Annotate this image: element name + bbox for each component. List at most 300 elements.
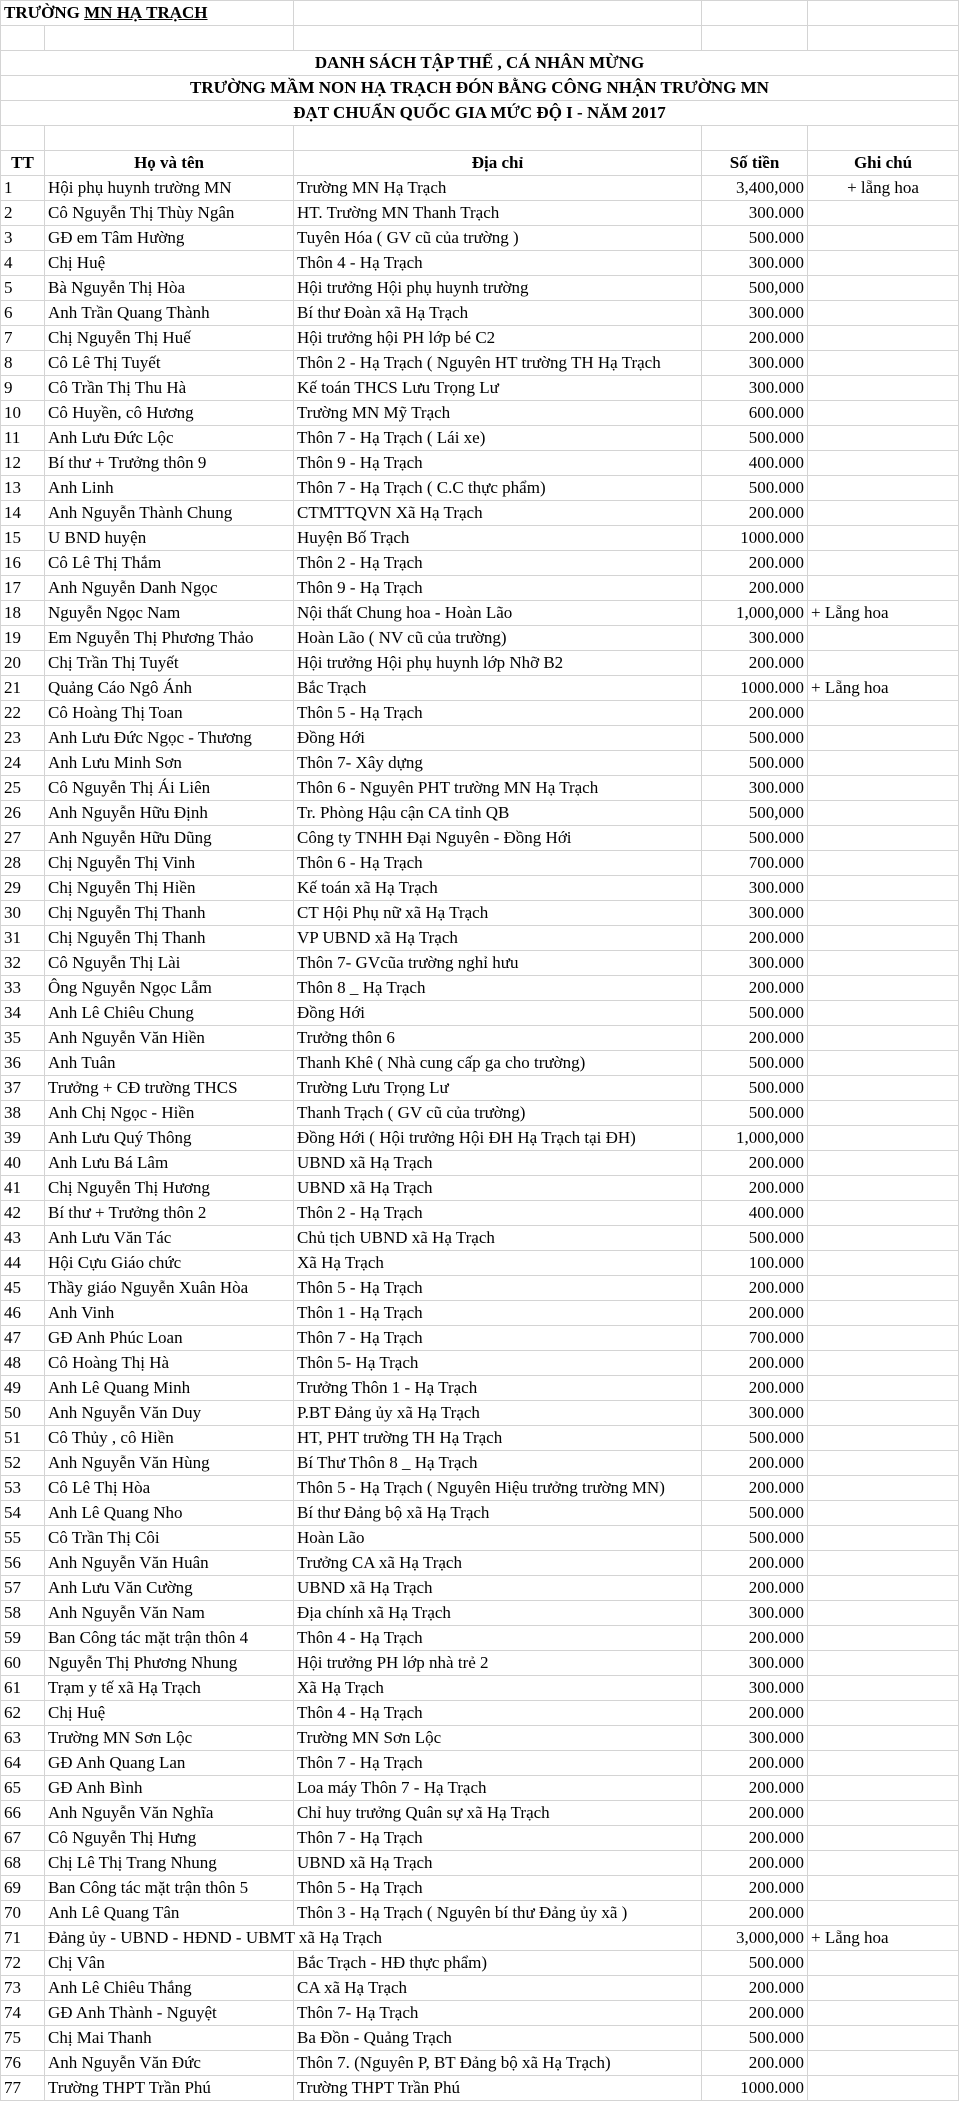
amount-cell[interactable]: 1,000,000 [702, 601, 808, 626]
note-cell[interactable] [808, 726, 959, 751]
address-cell[interactable]: CTMTTQVN Xã Hạ Trạch [294, 501, 702, 526]
note-cell[interactable]: + Lẵng hoa [808, 601, 959, 626]
address-cell[interactable]: Thôn 9 - Hạ Trạch [294, 451, 702, 476]
name-cell[interactable]: Trường THPT Trần Phú [45, 2076, 294, 2101]
tt-cell[interactable]: 30 [1, 901, 45, 926]
amount-cell[interactable]: 700.000 [702, 851, 808, 876]
tt-cell[interactable]: 29 [1, 876, 45, 901]
name-cell[interactable]: Bí thư + Trưởng thôn 9 [45, 451, 294, 476]
name-cell[interactable]: Anh Lưu Đức Lộc [45, 426, 294, 451]
amount-cell[interactable]: 300.000 [702, 1676, 808, 1701]
address-cell[interactable]: Kế toán THCS Lưu Trọng Lư [294, 376, 702, 401]
tt-cell[interactable]: 21 [1, 676, 45, 701]
amount-cell[interactable]: 700.000 [702, 1326, 808, 1351]
name-cell[interactable]: GĐ Anh Phúc Loan [45, 1326, 294, 1351]
amount-cell[interactable]: 200.000 [702, 1801, 808, 1826]
name-cell[interactable]: Chị Nguyễn Thị Hương [45, 1176, 294, 1201]
name-cell[interactable]: Anh Lưu Văn Tác [45, 1226, 294, 1251]
tt-cell[interactable]: 51 [1, 1426, 45, 1451]
note-cell[interactable] [808, 201, 959, 226]
tt-cell[interactable]: 23 [1, 726, 45, 751]
amount-cell[interactable]: 300.000 [702, 951, 808, 976]
note-cell[interactable] [808, 1201, 959, 1226]
col-header-amount[interactable]: Số tiền [702, 151, 808, 176]
note-cell[interactable] [808, 1751, 959, 1776]
name-cell[interactable]: Cô Hoàng Thị Toan [45, 701, 294, 726]
name-cell[interactable]: Anh Lê Quang Minh [45, 1376, 294, 1401]
name-cell[interactable]: Nguyễn Thị Phương Nhung [45, 1651, 294, 1676]
tt-cell[interactable]: 31 [1, 926, 45, 951]
tt-cell[interactable]: 8 [1, 351, 45, 376]
name-cell[interactable]: Ban Công tác mặt trận thôn 5 [45, 1876, 294, 1901]
name-cell[interactable]: Chị Huệ [45, 1701, 294, 1726]
name-cell[interactable]: Anh Nguyễn Thành Chung [45, 501, 294, 526]
amount-cell[interactable]: 200.000 [702, 926, 808, 951]
name-cell[interactable]: Anh Lê Chiêu Chung [45, 1001, 294, 1026]
tt-cell[interactable]: 60 [1, 1651, 45, 1676]
amount-cell[interactable]: 100.000 [702, 1251, 808, 1276]
name-cell[interactable]: Anh Nguyễn Văn Hiền [45, 1026, 294, 1051]
address-cell[interactable]: Thôn 1 - Hạ Trạch [294, 1301, 702, 1326]
tt-cell[interactable]: 35 [1, 1026, 45, 1051]
amount-cell[interactable]: 200.000 [702, 1476, 808, 1501]
amount-cell[interactable]: 300.000 [702, 876, 808, 901]
tt-cell[interactable]: 76 [1, 2051, 45, 2076]
tt-cell[interactable]: 39 [1, 1126, 45, 1151]
amount-cell[interactable]: 200.000 [702, 1276, 808, 1301]
note-cell[interactable] [808, 1626, 959, 1651]
amount-cell[interactable]: 300.000 [702, 1401, 808, 1426]
amount-cell[interactable]: 200.000 [702, 576, 808, 601]
tt-cell[interactable]: 73 [1, 1976, 45, 2001]
name-cell[interactable]: Trường MN Sơn Lộc [45, 1726, 294, 1751]
note-cell[interactable] [808, 776, 959, 801]
amount-cell[interactable]: 300.000 [702, 351, 808, 376]
amount-cell[interactable]: 300.000 [702, 301, 808, 326]
name-cell[interactable]: Anh Lưu Bá Lâm [45, 1151, 294, 1176]
name-cell[interactable]: Chị Nguyễn Thị Hiền [45, 876, 294, 901]
note-cell[interactable] [808, 1726, 959, 1751]
name-cell[interactable]: Anh Lê Quang Nho [45, 1501, 294, 1526]
amount-cell[interactable]: 300.000 [702, 1651, 808, 1676]
tt-cell[interactable]: 27 [1, 826, 45, 851]
note-cell[interactable] [808, 1651, 959, 1676]
amount-cell[interactable]: 300.000 [702, 251, 808, 276]
amount-cell[interactable]: 500.000 [702, 726, 808, 751]
amount-cell[interactable]: 500.000 [702, 476, 808, 501]
tt-cell[interactable]: 2 [1, 201, 45, 226]
name-cell[interactable]: Anh Chị Ngọc - Hiền [45, 1101, 294, 1126]
tt-cell[interactable]: 34 [1, 1001, 45, 1026]
address-cell[interactable]: Thôn 4 - Hạ Trạch [294, 251, 702, 276]
note-cell[interactable] [808, 976, 959, 1001]
amount-cell[interactable]: 3,400,000 [702, 176, 808, 201]
amount-cell[interactable]: 500.000 [702, 2026, 808, 2051]
address-cell[interactable]: Thôn 2 - Hạ Trạch [294, 1201, 702, 1226]
tt-cell[interactable]: 9 [1, 376, 45, 401]
note-cell[interactable] [808, 876, 959, 901]
tt-cell[interactable]: 6 [1, 301, 45, 326]
address-cell[interactable]: Xã Hạ Trạch [294, 1251, 702, 1276]
tt-cell[interactable]: 12 [1, 451, 45, 476]
name-cell[interactable]: GĐ em Tâm Hường [45, 226, 294, 251]
note-cell[interactable] [808, 276, 959, 301]
tt-cell[interactable]: 25 [1, 776, 45, 801]
address-cell[interactable]: Thôn 7 - Hạ Trạch ( C.C thực phẩm) [294, 476, 702, 501]
name-cell[interactable]: Trưởng + CĐ trường THCS [45, 1076, 294, 1101]
note-cell[interactable] [808, 1251, 959, 1276]
address-cell[interactable]: Hội trưởng hội PH lớp bé C2 [294, 326, 702, 351]
amount-cell[interactable]: 200.000 [702, 1451, 808, 1476]
tt-cell[interactable]: 38 [1, 1101, 45, 1126]
amount-cell[interactable]: 600.000 [702, 401, 808, 426]
note-cell[interactable] [808, 401, 959, 426]
address-cell[interactable]: Thôn 7 - Hạ Trạch ( Lái xe) [294, 426, 702, 451]
address-cell[interactable]: Kế toán xã Hạ Trạch [294, 876, 702, 901]
name-cell[interactable]: Chị Nguyễn Thị Thanh [45, 926, 294, 951]
amount-cell[interactable]: 200.000 [702, 1851, 808, 1876]
tt-cell[interactable]: 55 [1, 1526, 45, 1551]
tt-cell[interactable]: 68 [1, 1851, 45, 1876]
amount-cell[interactable]: 200.000 [702, 326, 808, 351]
name-cell[interactable]: Anh Nguyễn Văn Hùng [45, 1451, 294, 1476]
name-cell[interactable]: Anh Lê Chiêu Thắng [45, 1976, 294, 2001]
name-cell[interactable]: Chị Nguyễn Thị Thanh [45, 901, 294, 926]
address-cell[interactable]: Tuyên Hóa ( GV cũ của trường ) [294, 226, 702, 251]
address-cell[interactable]: Bí thư Đảng bộ xã Hạ Trạch [294, 1501, 702, 1526]
tt-cell[interactable]: 32 [1, 951, 45, 976]
note-cell[interactable] [808, 1526, 959, 1551]
note-cell[interactable] [808, 1776, 959, 1801]
note-cell[interactable] [808, 1226, 959, 1251]
address-cell[interactable]: Thanh Trạch ( GV cũ của trường) [294, 1101, 702, 1126]
name-cell[interactable]: Anh Trần Quang Thành [45, 301, 294, 326]
amount-cell[interactable]: 500.000 [702, 1051, 808, 1076]
note-cell[interactable] [808, 226, 959, 251]
name-cell[interactable]: Hội Cựu Giáo chức [45, 1251, 294, 1276]
tt-cell[interactable]: 69 [1, 1876, 45, 1901]
note-cell[interactable] [808, 301, 959, 326]
note-cell[interactable] [808, 1501, 959, 1526]
col-header-note[interactable]: Ghi chú [808, 151, 959, 176]
name-cell[interactable]: Anh Vinh [45, 1301, 294, 1326]
note-cell[interactable] [808, 651, 959, 676]
tt-cell[interactable]: 53 [1, 1476, 45, 1501]
amount-cell[interactable]: 1000.000 [702, 526, 808, 551]
address-cell[interactable]: Công ty TNHH Đại Nguyên - Đồng Hới [294, 826, 702, 851]
name-cell[interactable]: Ông Nguyễn Ngọc Lẫm [45, 976, 294, 1001]
tt-cell[interactable]: 16 [1, 551, 45, 576]
tt-cell[interactable]: 7 [1, 326, 45, 351]
amount-cell[interactable]: 500,000 [702, 801, 808, 826]
amount-cell[interactable]: 300.000 [702, 201, 808, 226]
address-cell[interactable]: Hội trưởng Hội phụ huynh lớp Nhỡ B2 [294, 651, 702, 676]
note-cell[interactable] [808, 1276, 959, 1301]
tt-cell[interactable]: 66 [1, 1801, 45, 1826]
address-cell[interactable]: Thôn 8 _ Hạ Trạch [294, 976, 702, 1001]
amount-cell[interactable]: 300.000 [702, 776, 808, 801]
amount-cell[interactable]: 200.000 [702, 1901, 808, 1926]
tt-cell[interactable]: 67 [1, 1826, 45, 1851]
amount-cell[interactable]: 500.000 [702, 1101, 808, 1126]
amount-cell[interactable]: 500.000 [702, 1001, 808, 1026]
tt-cell[interactable]: 43 [1, 1226, 45, 1251]
tt-cell[interactable]: 56 [1, 1551, 45, 1576]
amount-cell[interactable]: 300.000 [702, 901, 808, 926]
amount-cell[interactable]: 200.000 [702, 1626, 808, 1651]
address-cell[interactable]: Trường THPT Trần Phú [294, 2076, 702, 2101]
name-cell[interactable]: Chị Nguyễn Thị Vinh [45, 851, 294, 876]
name-cell[interactable]: U BND huyện [45, 526, 294, 551]
tt-cell[interactable]: 64 [1, 1751, 45, 1776]
tt-cell[interactable]: 62 [1, 1701, 45, 1726]
address-cell[interactable]: Trưởng thôn 6 [294, 1026, 702, 1051]
tt-cell[interactable]: 77 [1, 2076, 45, 2101]
note-cell[interactable] [808, 2076, 959, 2101]
address-cell[interactable]: UBND xã Hạ Trạch [294, 1151, 702, 1176]
note-cell[interactable] [808, 1801, 959, 1826]
note-cell[interactable] [808, 1101, 959, 1126]
amount-cell[interactable]: 1000.000 [702, 676, 808, 701]
note-cell[interactable] [808, 826, 959, 851]
note-cell[interactable]: + lẵng hoa [808, 176, 959, 201]
tt-cell[interactable]: 44 [1, 1251, 45, 1276]
tt-cell[interactable]: 58 [1, 1601, 45, 1626]
address-cell[interactable]: Thôn 5 - Hạ Trạch [294, 1276, 702, 1301]
note-cell[interactable] [808, 951, 959, 976]
amount-cell[interactable]: 300.000 [702, 1601, 808, 1626]
note-cell[interactable] [808, 1351, 959, 1376]
address-cell[interactable]: Trường MN Sơn Lộc [294, 1726, 702, 1751]
address-cell[interactable]: Bí Thư Thôn 8 _ Hạ Trạch [294, 1451, 702, 1476]
tt-cell[interactable]: 59 [1, 1626, 45, 1651]
name-cell[interactable]: Đảng ủy - UBND - HĐND - UBMT xã Hạ Trạch [45, 1926, 702, 1951]
amount-cell[interactable]: 200.000 [702, 1551, 808, 1576]
tt-cell[interactable]: 14 [1, 501, 45, 526]
name-cell[interactable]: Cô Nguyễn Thị Lài [45, 951, 294, 976]
name-cell[interactable]: Anh Nguyễn Văn Huân [45, 1551, 294, 1576]
address-cell[interactable]: Thanh Khê ( Nhà cung cấp ga cho trường) [294, 1051, 702, 1076]
address-cell[interactable]: HT. Trường MN Thanh Trạch [294, 201, 702, 226]
name-cell[interactable]: Cô Lê Thị Hòa [45, 1476, 294, 1501]
tt-cell[interactable]: 18 [1, 601, 45, 626]
name-cell[interactable]: Anh Linh [45, 476, 294, 501]
address-cell[interactable]: Chỉ huy trưởng Quân sự xã Hạ Trạch [294, 1801, 702, 1826]
address-cell[interactable]: Thôn 5- Hạ Trạch [294, 1351, 702, 1376]
tt-cell[interactable]: 3 [1, 226, 45, 251]
name-cell[interactable]: Em Nguyễn Thị Phương Thảo [45, 626, 294, 651]
name-cell[interactable]: Chị Huệ [45, 251, 294, 276]
address-cell[interactable]: Đồng Hới [294, 726, 702, 751]
name-cell[interactable]: Bà Nguyễn Thị Hòa [45, 276, 294, 301]
tt-cell[interactable]: 74 [1, 2001, 45, 2026]
note-cell[interactable] [808, 2026, 959, 2051]
col-header-address[interactable]: Địa chỉ [294, 151, 702, 176]
tt-cell[interactable]: 28 [1, 851, 45, 876]
amount-cell[interactable]: 200.000 [702, 1751, 808, 1776]
amount-cell[interactable]: 300.000 [702, 376, 808, 401]
name-cell[interactable]: Nguyễn Ngọc Nam [45, 601, 294, 626]
tt-cell[interactable]: 4 [1, 251, 45, 276]
name-cell[interactable]: Anh Lưu Minh Sơn [45, 751, 294, 776]
address-cell[interactable]: Hoàn Lão ( NV cũ của trường) [294, 626, 702, 651]
note-cell[interactable] [808, 476, 959, 501]
note-cell[interactable] [808, 751, 959, 776]
tt-cell[interactable]: 17 [1, 576, 45, 601]
amount-cell[interactable]: 200.000 [702, 1351, 808, 1376]
amount-cell[interactable]: 200.000 [702, 1976, 808, 2001]
address-cell[interactable]: Thôn 5 - Hạ Trạch [294, 1876, 702, 1901]
address-cell[interactable]: Thôn 7 - Hạ Trạch [294, 1826, 702, 1851]
tt-cell[interactable]: 46 [1, 1301, 45, 1326]
amount-cell[interactable]: 200.000 [702, 2001, 808, 2026]
tt-cell[interactable]: 57 [1, 1576, 45, 1601]
name-cell[interactable]: Chị Trần Thị Tuyết [45, 651, 294, 676]
name-cell[interactable]: Anh Tuân [45, 1051, 294, 1076]
note-cell[interactable] [808, 1326, 959, 1351]
note-cell[interactable] [808, 901, 959, 926]
address-cell[interactable]: Trường MN Mỹ Trạch [294, 401, 702, 426]
note-cell[interactable] [808, 326, 959, 351]
amount-cell[interactable]: 400.000 [702, 451, 808, 476]
name-cell[interactable]: GĐ Anh Quang Lan [45, 1751, 294, 1776]
name-cell[interactable]: Anh Lưu Văn Cường [45, 1576, 294, 1601]
address-cell[interactable]: Hội trưởng Hội phụ huynh trường [294, 276, 702, 301]
amount-cell[interactable]: 200.000 [702, 1776, 808, 1801]
note-cell[interactable] [808, 251, 959, 276]
address-cell[interactable]: Chủ tịch UBND xã Hạ Trạch [294, 1226, 702, 1251]
note-cell[interactable] [808, 1401, 959, 1426]
tt-cell[interactable]: 15 [1, 526, 45, 551]
amount-cell[interactable]: 200.000 [702, 1701, 808, 1726]
tt-cell[interactable]: 24 [1, 751, 45, 776]
tt-cell[interactable]: 19 [1, 626, 45, 651]
name-cell[interactable]: Chị Lê Thị Trang Nhung [45, 1851, 294, 1876]
tt-cell[interactable]: 48 [1, 1351, 45, 1376]
tt-cell[interactable]: 61 [1, 1676, 45, 1701]
address-cell[interactable]: Thôn 6 - Nguyên PHT trường MN Hạ Trạch [294, 776, 702, 801]
note-cell[interactable] [808, 1576, 959, 1601]
address-cell[interactable]: Thôn 9 - Hạ Trạch [294, 576, 702, 601]
tt-cell[interactable]: 11 [1, 426, 45, 451]
note-cell[interactable] [808, 1051, 959, 1076]
note-cell[interactable] [808, 1901, 959, 1926]
address-cell[interactable]: Bí thư Đoàn xã Hạ Trạch [294, 301, 702, 326]
note-cell[interactable] [808, 1551, 959, 1576]
tt-cell[interactable]: 40 [1, 1151, 45, 1176]
name-cell[interactable]: Chị Mai Thanh [45, 2026, 294, 2051]
note-cell[interactable] [808, 926, 959, 951]
name-cell[interactable]: GĐ Anh Bình [45, 1776, 294, 1801]
name-cell[interactable]: Cô Trần Thị Thu Hà [45, 376, 294, 401]
note-cell[interactable] [808, 1976, 959, 2001]
tt-cell[interactable]: 45 [1, 1276, 45, 1301]
amount-cell[interactable]: 200.000 [702, 1826, 808, 1851]
amount-cell[interactable]: 500.000 [702, 1501, 808, 1526]
amount-cell[interactable]: 300.000 [702, 626, 808, 651]
note-cell[interactable] [808, 701, 959, 726]
tt-cell[interactable]: 13 [1, 476, 45, 501]
address-cell[interactable]: Tr. Phòng Hậu cận CA tỉnh QB [294, 801, 702, 826]
address-cell[interactable]: UBND xã Hạ Trạch [294, 1851, 702, 1876]
amount-cell[interactable]: 500,000 [702, 276, 808, 301]
amount-cell[interactable]: 500.000 [702, 1526, 808, 1551]
note-cell[interactable]: + Lẵng hoa [808, 1926, 959, 1951]
address-cell[interactable]: Xã Hạ Trạch [294, 1676, 702, 1701]
address-cell[interactable]: Thôn 5 - Hạ Trạch [294, 701, 702, 726]
name-cell[interactable]: Cô Nguyễn Thị Hưng [45, 1826, 294, 1851]
note-cell[interactable] [808, 501, 959, 526]
amount-cell[interactable]: 500.000 [702, 826, 808, 851]
amount-cell[interactable]: 500.000 [702, 1076, 808, 1101]
note-cell[interactable] [808, 526, 959, 551]
name-cell[interactable]: Cô Lê Thị Thắm [45, 551, 294, 576]
address-cell[interactable]: Thôn 2 - Hạ Trạch ( Nguyên HT trường TH Hạ Trạch [294, 351, 702, 376]
address-cell[interactable]: Đồng Hới ( Hội trưởng Hội ĐH Hạ Trạch tại ĐH) [294, 1126, 702, 1151]
name-cell[interactable]: Cô Thủy , cô Hiền [45, 1426, 294, 1451]
amount-cell[interactable]: 400.000 [702, 1201, 808, 1226]
amount-cell[interactable]: 500.000 [702, 1426, 808, 1451]
note-cell[interactable] [808, 1151, 959, 1176]
address-cell[interactable]: Nội thất Chung hoa - Hoàn Lão [294, 601, 702, 626]
name-cell[interactable]: Cô Nguyễn Thị Ái Liên [45, 776, 294, 801]
address-cell[interactable]: CT Hội Phụ nữ xã Hạ Trạch [294, 901, 702, 926]
name-cell[interactable]: Chị Nguyễn Thị Huế [45, 326, 294, 351]
name-cell[interactable]: Cô Huyền, cô Hương [45, 401, 294, 426]
address-cell[interactable]: Thôn 6 - Hạ Trạch [294, 851, 702, 876]
note-cell[interactable] [808, 376, 959, 401]
note-cell[interactable] [808, 1676, 959, 1701]
note-cell[interactable] [808, 2051, 959, 2076]
address-cell[interactable]: Bắc Trạch [294, 676, 702, 701]
amount-cell[interactable]: 200.000 [702, 1576, 808, 1601]
name-cell[interactable]: Anh Lê Quang Tân [45, 1901, 294, 1926]
address-cell[interactable]: Bắc Trạch - HĐ thực phẩm) [294, 1951, 702, 1976]
tt-cell[interactable]: 70 [1, 1901, 45, 1926]
address-cell[interactable]: Thôn 7- GVcũa trường nghỉ hưu [294, 951, 702, 976]
address-cell[interactable]: Huyện Bố Trạch [294, 526, 702, 551]
note-cell[interactable] [808, 1026, 959, 1051]
amount-cell[interactable]: 500.000 [702, 1226, 808, 1251]
note-cell[interactable] [808, 1701, 959, 1726]
note-cell[interactable] [808, 576, 959, 601]
note-cell[interactable]: + Lẵng hoa [808, 676, 959, 701]
note-cell[interactable] [808, 551, 959, 576]
tt-cell[interactable]: 42 [1, 1201, 45, 1226]
tt-cell[interactable]: 71 [1, 1926, 45, 1951]
name-cell[interactable]: Anh Nguyễn Văn Nam [45, 1601, 294, 1626]
amount-cell[interactable]: 200.000 [702, 551, 808, 576]
note-cell[interactable] [808, 451, 959, 476]
name-cell[interactable]: Anh Nguyễn Danh Ngọc [45, 576, 294, 601]
amount-cell[interactable]: 500.000 [702, 426, 808, 451]
address-cell[interactable]: P.BT Đảng ủy xã Hạ Trạch [294, 1401, 702, 1426]
address-cell[interactable]: HT, PHT trường TH Hạ Trạch [294, 1426, 702, 1451]
address-cell[interactable]: Thôn 3 - Hạ Trạch ( Nguyên bí thư Đảng ủy xã ) [294, 1901, 702, 1926]
tt-cell[interactable]: 33 [1, 976, 45, 1001]
name-cell[interactable]: GĐ Anh Thành - Nguyệt [45, 2001, 294, 2026]
note-cell[interactable] [808, 1076, 959, 1101]
address-cell[interactable]: Hoàn Lão [294, 1526, 702, 1551]
name-cell[interactable]: Anh Nguyễn Văn Đức [45, 2051, 294, 2076]
amount-cell[interactable]: 200.000 [702, 1376, 808, 1401]
tt-cell[interactable]: 52 [1, 1451, 45, 1476]
amount-cell[interactable]: 200.000 [702, 1176, 808, 1201]
note-cell[interactable] [808, 851, 959, 876]
tt-cell[interactable]: 22 [1, 701, 45, 726]
col-header-tt[interactable]: TT [1, 151, 45, 176]
name-cell[interactable]: Anh Lưu Đức Ngọc - Thương [45, 726, 294, 751]
